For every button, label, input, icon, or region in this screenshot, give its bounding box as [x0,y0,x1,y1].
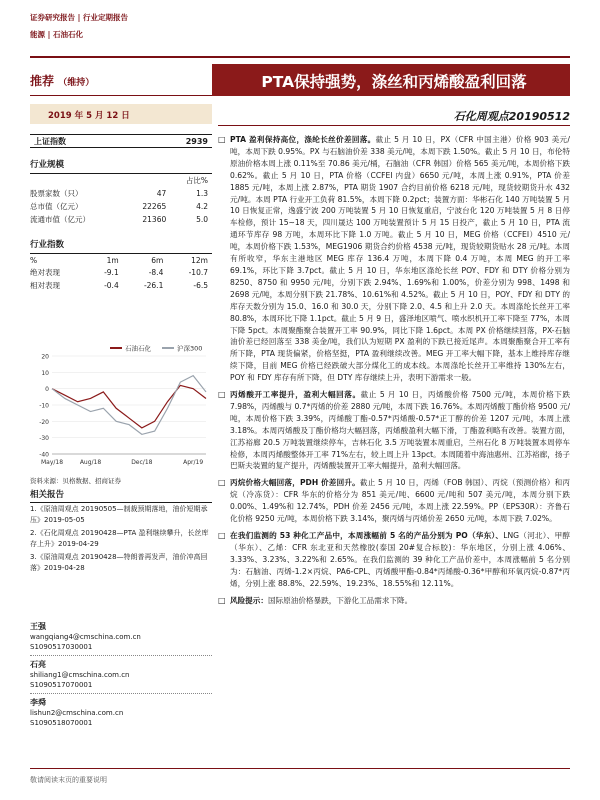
paragraph-text: 截止 5 月 10 日，丙烯酸价格 7500 元/吨，本周价格下跌 7.98%，丙烯酸与 0.7*丙烯的价差 2880 元/吨，本周下跌 16.76%。本周丙烯酸丁酯价格 9500 元/吨，本周价格下跌 3.39%，丙烯酸丁酯-0.57*丙烯酸-0.57*正丁醇的价差 1207 元/吨，本周上涨 3.18%。本周丙烯酸及丁酯价格均大幅回落，丙烯酸盈利大幅下滑，丁酯盈利略有改善。装置方面，江苏裕廊 20.5 万吨装置继续停车，吉林石化 3.5 万吨装置本周重启，兰州石化 8 万吨装置本周停车检修，本周丙烯酸整体开工率 71%左右，较上周上升 13pct。本周随着中海油惠州、江苏裕廊，扬子巴斯夫装置的复产提升，丙烯酸装置开工率大幅提升，盈利大幅回落。 [230,390,571,471]
header-divider [30,56,570,58]
paragraph [218,134,570,384]
report-subtitle: 石化周观点20190512 [453,110,570,123]
scale-value: 22265 [142,202,167,211]
y-tick-label: 20 [41,353,49,361]
perf-value: -8.4 [148,268,164,277]
scale-name: 流通市值（亿元） [30,215,90,224]
related-list [30,504,212,576]
y-tick-label: 10 [41,369,49,377]
paragraph-lead: 丙烯酸开工率提升，盈利大幅回落。 [230,390,361,400]
sidebar [30,134,212,292]
analyst-name: 王强 [30,622,46,631]
analyst-name: 李舜 [30,698,46,707]
perf-value: -26.1 [143,281,164,290]
divider [30,693,212,694]
report-title: PTA保持强势，涤丝和丙烯酸盈利回落 [261,73,527,91]
analyst-email[interactable]: shiliang1@cmschina.com.cn [30,671,130,679]
bullet-icon: □ [218,531,226,540]
x-tick-label: Dec/18 [131,459,153,466]
analyst-name: 石亮 [30,660,46,669]
paragraph-lead: 丙烷价格大幅回落，PDH 价差回升。 [230,478,360,488]
y-tick-label: 0 [45,386,49,394]
related-item[interactable]: 1.《原油周观点 20190505—制裁预期落地，油价短期承压》2019-05-05 [30,505,208,524]
x-tick-label: May/18 [40,459,64,466]
perf-title: 行业指数 [30,236,212,254]
scale-pct: 1.3 [196,189,208,198]
scale-col-header: 占比% [185,176,208,185]
index-row [30,134,212,148]
paragraph [218,389,570,472]
legend-label: 石油石化 [125,344,151,353]
perf-header: % [30,255,38,265]
analyst-id: S1090517070001 [30,681,93,689]
y-tick-label: -10 [39,402,49,410]
paragraph-lead: 风险提示： [230,595,268,605]
table-row [30,254,212,266]
paragraph-text: 截止 5 月 10 日，PX（CFR 中国主港）价格 903 美元/吨，本周下跌 0.95%。PX 与石脑油价差 338 美元/吨，本周下跌 1.50%。截止 5 月 10 日，布伦特原油价格本周上涨 0.11%至 70.86 美元/桶，石脑油（CFR 韩国）价格 565 美元/吨，本周价格下跌 0.62%。截止 5 月 10 日，PTA 价格（CCFEI 内盘）6650 元/吨，本周上涨 0.91%，PTA 价差 1885 元/吨，本周上涨 2.87%，PTA 期货 1907 合约目前价格 6218 元/吨，现货较期货升水 432 元/吨。本周 PTA 行业开工负荷 81.5%，本周下降 0.2pct；装置方面：华彬石化 140 万吨装置 5 月 10 日恢复正常，逸盛宁波 200 万吨装置 5 月 10 日恢复重启，宁波台化 120 万吨装置 5 月 8 日停车检修，预计 15~18 天，四川晟达 100 万吨装置预计 5 月 15 日投产，截止 5 月 10 日，PTA 流通环节库存 98 万吨，本周环比下降 1.0 万吨。截止 5 月 10 日，MEG 价格（CCFEI）4510 元/吨，本周价格下跌 1.53%，MEG1906 期货合约价格 4538 元/吨，现货较期货贴水 28 元/吨。本周有所收窄，华东主港地区 MEG 库存 136.4 万吨，本周下降 0.4 万吨，本周 MEG 的开工率 69.1%，环比下降 3.7pct。截止 5 月 10 日，华东地区涤纶长丝 POY、FDY 和 DTY 价格分别为 8250、8750 和 9950 元/吨，分别下跌 2.94%、1.69%和 1.00%，价差分别为 998、1498 和 2698 元/吨，本周分别下跌 21.78%、10.61%和 4.52%。截止 5 月 10 日，POY、FDY 和 DTY 的库存天数分别为 15.0、16.0 和 30.0 天，分别下降 2.0、4.5 和上升 2.0 天。本周涤纶长丝开工率 80.8%，本周环比下降 1.1pct。截止 5 月 9 日，盛泽地区喷气、喷水织机开工率下降至 77%，本周下降 5pct。本周聚酯聚合装置开工率 90.9%，同比下降 1.6pct。本周 PX 价格继续回落，PX-石脑油价差已经回落至 338 美金/吨，我们认为短期 PX 盈利的下跌已接近尾声。本周聚酯聚合开工率有所下降，PTA 现货偏紧，价格坚挺，PTA 盈利继续改善。MEG 开工率大幅下降，基本上维持库存继续下降，目前 MEG 价格已经跌破大部分煤化工的成本线。本周涤纶长丝开工率维持 130%左右，POY 和 FDY 库存有所下降，但 DTY 库存继续上升，表明下游需求一般。 [230,135,570,383]
scale-title: 行业规模 [30,156,212,174]
paragraph-lead: 在我们监测的 53 种化工产品中，本周涨幅前 5 名的产品分别为 PO（华东）、 [230,531,504,540]
scale-value: 47 [156,189,167,198]
paragraph [218,530,570,590]
perf-name: 相对表现 [30,281,60,290]
table-row [30,213,212,226]
scale-name: 总市值（亿元） [30,202,83,211]
paragraph-text: 国际原油价格暴跌，下游化工品需求下降。 [267,595,413,605]
analyst-email[interactable]: lishun2@cmschina.com.cn [30,709,124,717]
analyst-email[interactable]: wangqiang4@cmschina.com.cn [30,633,141,641]
performance-chart [30,342,212,470]
divider [30,655,212,656]
related-item[interactable]: 3.《原油周观点 20190428—特朗普再发声，油价冲高回落》2019-04-28 [30,553,208,572]
analyst-block [30,618,212,728]
scale-table [30,174,212,226]
perf-value: -9.1 [104,268,119,277]
paragraph [218,477,570,525]
scale-name: 股票家数（只） [30,189,83,198]
table-row [30,266,212,279]
paragraph [218,595,570,607]
perf-table [30,254,212,292]
perf-name: 绝对表现 [30,268,60,277]
paragraph-text: 截止 5 月 10 日，丙烯（FOB 韩国）、丙烷（预测价格）和丙烷（冷冻货）：CFR 华东的价格分为 851 美元/吨、6600 元/吨和 507 美元/吨，本周分别下跌 0.00%、1.49%和 12.74%，PDH 价差 2456 元/吨，本周上涨 22.59%。PP（EPS30R）：齐鲁石化价格 9250 元/吨，本周价格下跌 3.14%，聚丙烯与丙烯价差 2650 元/吨，本周下跌 7.02%。 [230,478,570,524]
perf-value: -0.4 [104,281,119,290]
legend-label: 沪深300 [177,344,203,353]
index-label: 上证指数 [34,136,66,146]
related-item[interactable]: 2.《石化周观点 20190428—PTA 盈利继续攀升，长丝库存上升》2019-04-29 [30,529,209,548]
rating [30,72,94,89]
scale-value: 21360 [142,215,167,224]
related-title: 相关报告 [30,488,212,503]
rating-label: 推荐 [30,74,55,88]
chart-source: 资料来源：贝格数据、招商证券 [30,477,121,485]
table-row [30,187,212,200]
x-tick-label: Apr/19 [183,459,204,466]
subtitle-divider [218,125,570,126]
table-row [30,174,212,187]
report-sector: 能源 | 石油石化 [30,30,83,39]
bullet-icon: □ [218,390,226,400]
perf-header: 1m [106,255,119,265]
analyst-id: S1090518070001 [30,719,93,727]
index-value: 2939 [185,136,208,146]
paragraph-lead: PTA 盈利保持高位，涤纶长丝价差回落。 [230,135,376,144]
bullet-icon: □ [218,478,226,488]
y-tick-label: -20 [39,418,49,426]
bullet-icon: □ [218,135,226,144]
y-tick-label: -40 [39,451,49,459]
report-type: 证券研究报告 | 行业定期报告 [30,13,128,22]
perf-header: 12m [191,255,208,265]
paragraph-text: LNG（河北）、甲醇（华东）、乙烯：CFR 东北亚和天然橡胶(泰国 20#复合标胶)：华东地区，分别上涨 4.06%、3.33%、3.23%、3.22%和 2.65%。在我们监测的 39 种化工产品价差中，本周涨幅前 5 名分别为：石脑油、丙烯-1.2×丙烷、PA6-CPL、丙烯酸甲酯-0.84*丙烯酸-0.36*甲醇和环氧丙烷-0.87*丙烯，分别上涨 88.8%、22.59%、19.23%、18.55%和 12.11%。 [230,531,570,588]
footer-note: 敬请阅读末页的重要说明 [30,776,107,784]
bullet-icon: □ [218,595,226,605]
x-tick-label: Aug/18 [79,459,102,466]
y-tick-label: -30 [39,435,49,443]
table-row [30,200,212,213]
footer-divider [30,768,570,769]
report-body [218,134,570,611]
perf-value: -6.5 [193,281,208,290]
table-row [30,279,212,292]
scale-pct: 5.0 [196,215,208,224]
report-date: 2019 年 5 月 12 日 [30,104,212,124]
scale-pct: 4.2 [196,202,208,211]
rating-suffix: （维持） [58,78,95,88]
analyst-id: S1090517030001 [30,643,93,651]
perf-header: 6m [151,255,164,265]
perf-value: -10.7 [188,268,208,277]
